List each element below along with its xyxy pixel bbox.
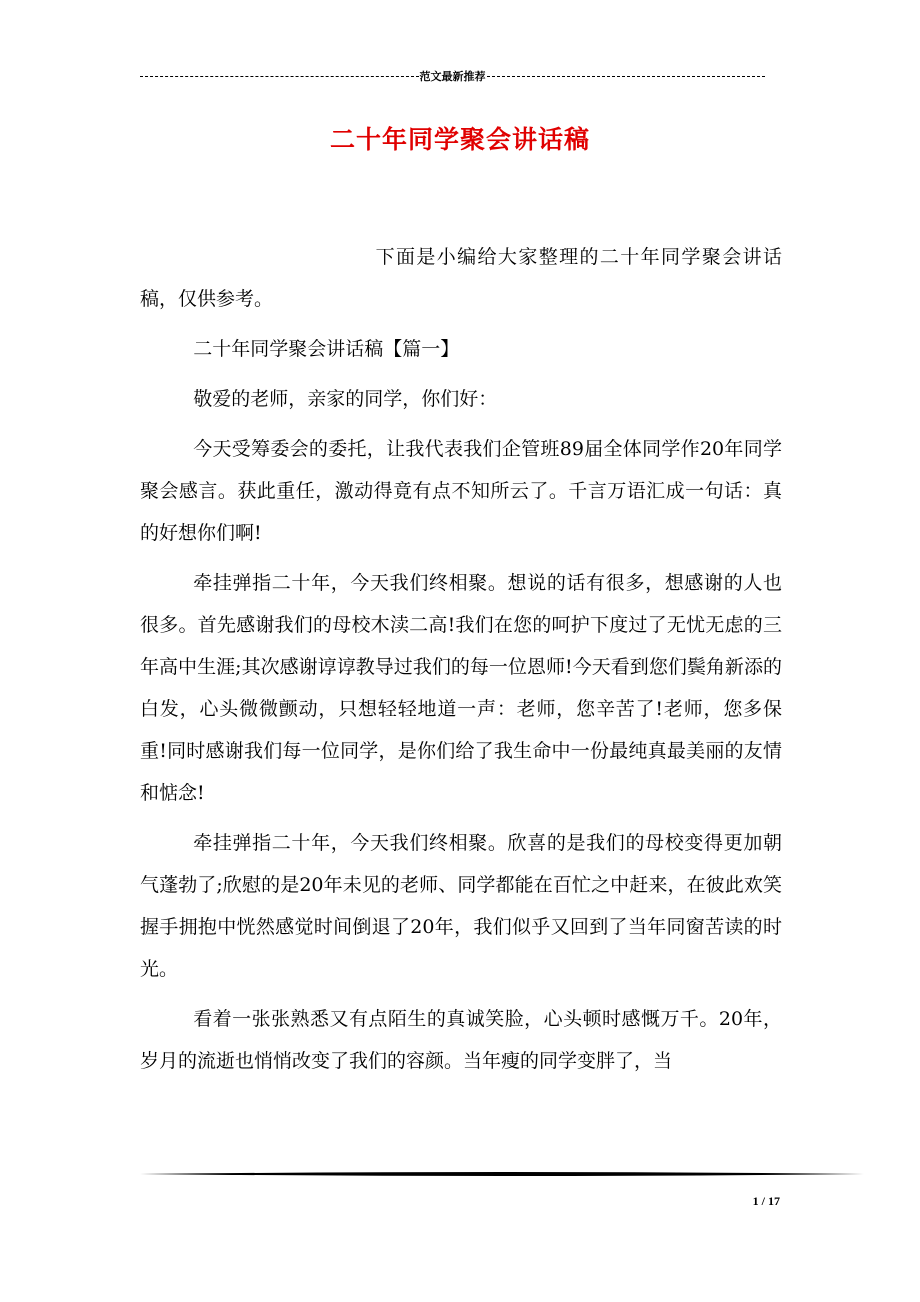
header-dash-left <box>140 76 419 77</box>
page-number: 1 / 17 <box>752 1194 780 1208</box>
header-banner-text: 范文最新推荐 <box>419 70 486 83</box>
paragraph: 今天受筹委会的委托，让我代表我们企管班89届全体同学作20年同学聚会感言。获此重任，激动得竟有点不知所云了。千言万语汇成一句话：真的好想你们啊! <box>140 438 782 544</box>
paragraph: 牵挂弹指二十年，今天我们终相聚。想说的话有很多，想感谢的人也很多。首先感谢我们的母校木渎二高!我们在您的呵护下度过了无忧无虑的三年高中生涯;其次感谢谆谆教导过我们的每一位恩师!今天看到您们鬓角新添的白发，心头微微颤动，只想轻轻地道一声：老师，您辛苦了!老师，您多保重!同时感谢我们每一位同学，是你们给了我生命中一份最纯真最美丽的友情和惦念! <box>140 572 782 804</box>
section-heading: 二十年同学聚会讲话稿【篇一】 <box>193 338 460 360</box>
document-body <box>140 236 782 1090</box>
header-dash-right <box>487 76 766 77</box>
paragraph: 牵挂弹指二十年，今天我们终相聚。欣喜的是我们的母校变得更加朝气蓬勃了;欣慰的是20年未见的老师、同学都能在百忙之中赶来，在彼此欢笑握手拥抱中恍然感觉时间倒退了20年，我们似乎又回到了当年同窗苦读的时光。 <box>140 832 782 980</box>
header-banner <box>140 66 765 86</box>
document-title: 二十年同学聚会讲话稿 <box>329 125 590 154</box>
paragraph-intro: 下面是小编给大家整理的二十年同学聚会讲话稿，仅供参考。 <box>140 246 782 310</box>
footer-rule <box>140 1170 864 1178</box>
paragraph-greeting: 敬爱的老师，亲家的同学，你们好： <box>193 388 498 410</box>
paragraph: 看着一张张熟悉又有点陌生的真诚笑脸，心头顿时感慨万千。20年，岁月的流逝也悄悄改变了我们的容颜。当年瘦的同学变胖了，当 <box>140 1008 782 1072</box>
